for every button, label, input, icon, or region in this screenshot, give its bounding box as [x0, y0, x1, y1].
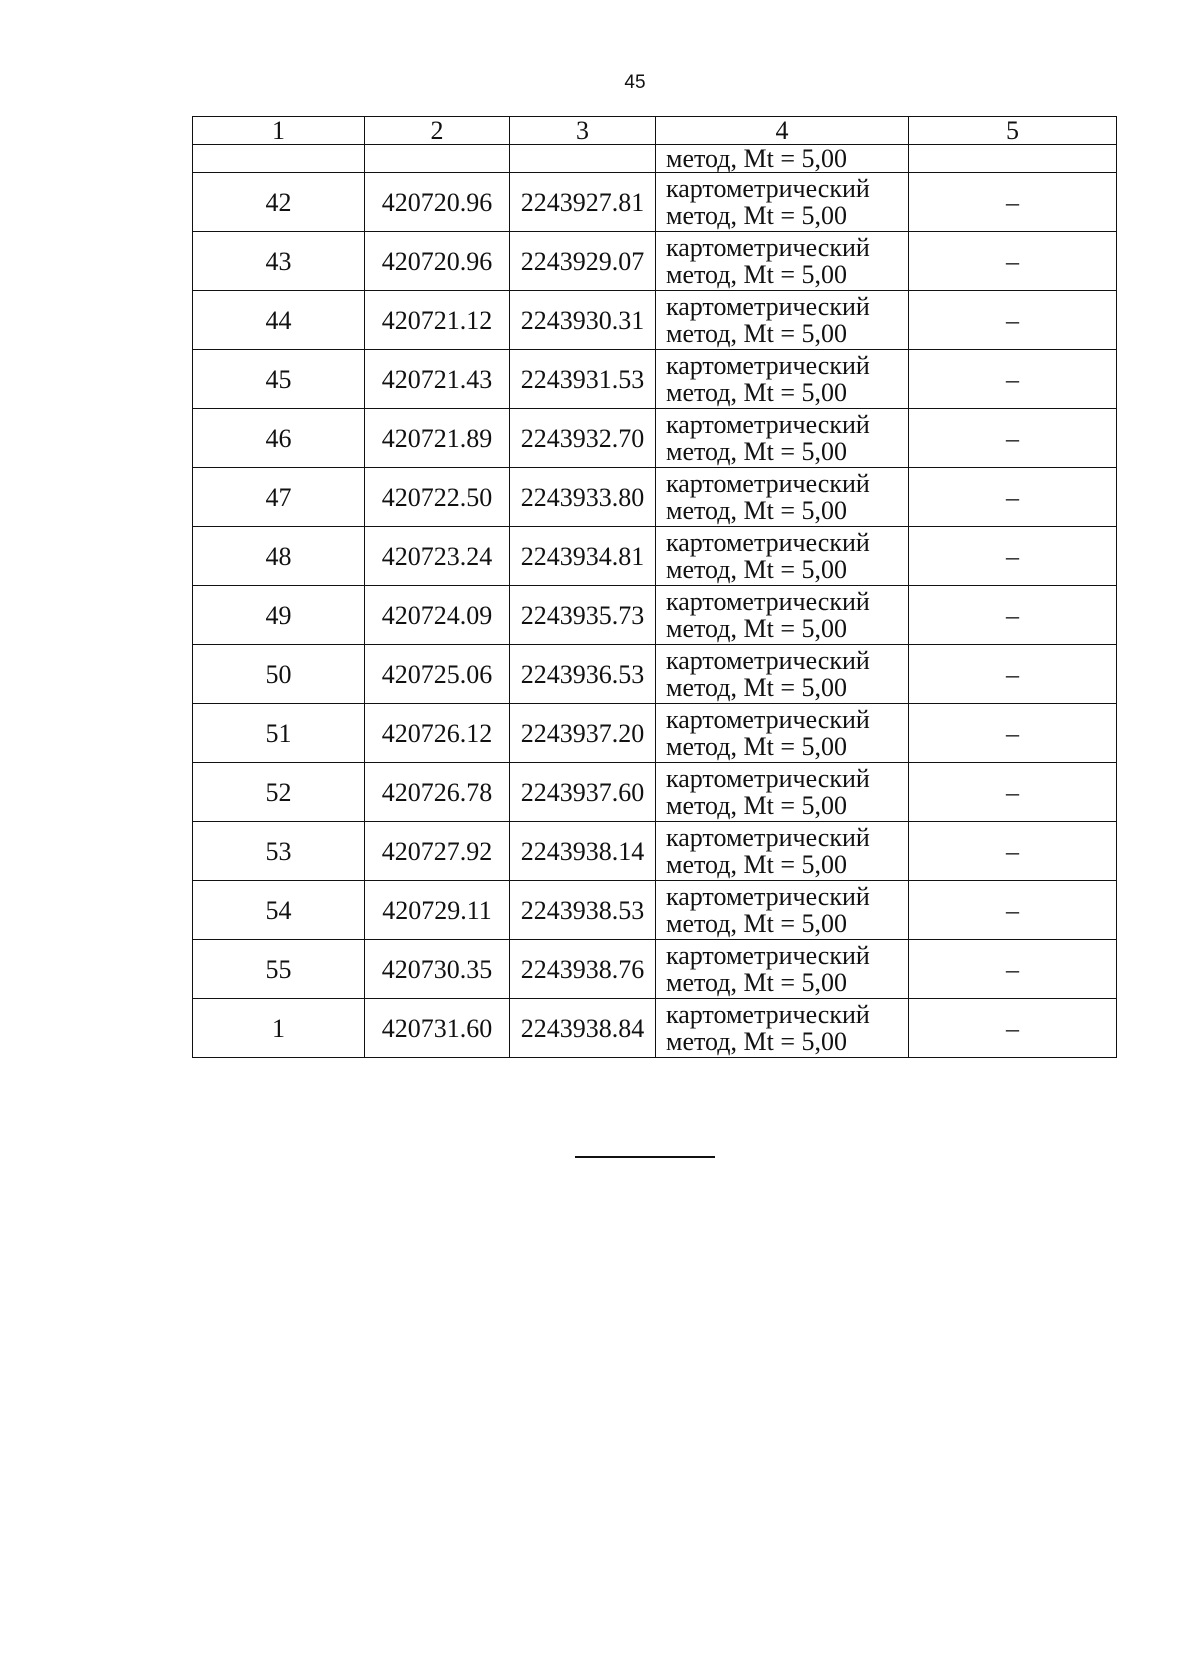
y-coordinate-cell: 2243931.53 [510, 350, 656, 409]
method-cell [656, 822, 909, 881]
method-line-2: метод, Mt = 5,00 [666, 732, 847, 761]
method-line-2: метод, Mt = 5,00 [666, 1027, 847, 1056]
method-line-2: метод, Mt = 5,00 [666, 673, 847, 702]
y-coordinate-cell: 2243933.80 [510, 468, 656, 527]
point-number-cell: 45 [193, 350, 365, 409]
description-cell: – [909, 527, 1117, 586]
method-line-2: метод, Mt = 5,00 [666, 437, 847, 466]
method-cell [656, 586, 909, 645]
method-cell [656, 763, 909, 822]
x-coordinate-cell: 420731.60 [365, 999, 510, 1058]
y-coordinate-cell: 2243938.14 [510, 822, 656, 881]
point-number-cell: 54 [193, 881, 365, 940]
method-line-2: метод, Mt = 5,00 [666, 496, 847, 525]
method-line-1: картометрический [666, 941, 870, 970]
y-coordinate-cell: 2243937.20 [510, 704, 656, 763]
continuation-cell-x [365, 145, 510, 173]
continuation-row [193, 145, 1117, 173]
x-coordinate-cell: 420721.12 [365, 291, 510, 350]
x-coordinate-cell: 420724.09 [365, 586, 510, 645]
method-line-2: метод, Mt = 5,00 [666, 850, 847, 879]
table-row [193, 645, 1117, 704]
x-coordinate-cell: 420720.96 [365, 232, 510, 291]
method-cell [656, 291, 909, 350]
method-cell [656, 527, 909, 586]
point-number-cell: 55 [193, 940, 365, 999]
method-line-1: картометрический [666, 233, 870, 262]
table-header-row [193, 117, 1117, 145]
description-cell: – [909, 822, 1117, 881]
header-cell-5: 5 [909, 117, 1117, 145]
method-line-1: картометрический [666, 646, 870, 675]
header-cell-1: 1 [193, 117, 365, 145]
table-row [193, 881, 1117, 940]
point-number-cell: 52 [193, 763, 365, 822]
method-cell [656, 468, 909, 527]
table-row [193, 586, 1117, 645]
method-line-1: картометрический [666, 882, 870, 911]
y-coordinate-cell: 2243927.81 [510, 173, 656, 232]
point-number-cell: 1 [193, 999, 365, 1058]
point-number-cell: 47 [193, 468, 365, 527]
method-cell [656, 173, 909, 232]
method-line-1: картометрический [666, 174, 870, 203]
method-line-2: метод, Mt = 5,00 [666, 968, 847, 997]
table-body [193, 117, 1117, 1058]
description-cell: – [909, 232, 1117, 291]
y-coordinate-cell: 2243937.60 [510, 763, 656, 822]
x-coordinate-cell: 420726.12 [365, 704, 510, 763]
method-line-1: картометрический [666, 705, 870, 734]
header-cell-4: 4 [656, 117, 909, 145]
description-cell: – [909, 704, 1117, 763]
description-cell: – [909, 350, 1117, 409]
x-coordinate-cell: 420730.35 [365, 940, 510, 999]
x-coordinate-cell: 420725.06 [365, 645, 510, 704]
method-line-1: картометрический [666, 823, 870, 852]
method-line-1: картометрический [666, 410, 870, 439]
point-number-cell: 46 [193, 409, 365, 468]
continuation-cell-method: метод, Mt = 5,00 [656, 145, 909, 173]
y-coordinate-cell: 2243935.73 [510, 586, 656, 645]
method-cell [656, 409, 909, 468]
method-cell [656, 232, 909, 291]
description-cell: – [909, 940, 1117, 999]
method-line-2: метод, Mt = 5,00 [666, 909, 847, 938]
coordinates-table [192, 116, 1117, 1058]
point-number-cell: 42 [193, 173, 365, 232]
continuation-cell-y [510, 145, 656, 173]
description-cell: – [909, 763, 1117, 822]
method-line-2: метод, Mt = 5,00 [666, 378, 847, 407]
table-row [193, 232, 1117, 291]
x-coordinate-cell: 420721.43 [365, 350, 510, 409]
table-row [193, 763, 1117, 822]
method-cell [656, 704, 909, 763]
method-line-2: метод, Mt = 5,00 [666, 614, 847, 643]
method-line-1: картометрический [666, 469, 870, 498]
table-row [193, 350, 1117, 409]
table-row [193, 409, 1117, 468]
header-cell-2: 2 [365, 117, 510, 145]
table-row [193, 822, 1117, 881]
x-coordinate-cell: 420721.89 [365, 409, 510, 468]
method-cell [656, 645, 909, 704]
y-coordinate-cell: 2243938.53 [510, 881, 656, 940]
method-cell [656, 999, 909, 1058]
table-row [193, 291, 1117, 350]
point-number-cell: 50 [193, 645, 365, 704]
x-coordinate-cell: 420729.11 [365, 881, 510, 940]
point-number-cell: 44 [193, 291, 365, 350]
description-cell: – [909, 881, 1117, 940]
x-coordinate-cell: 420720.96 [365, 173, 510, 232]
description-cell: – [909, 999, 1117, 1058]
description-cell: – [909, 468, 1117, 527]
x-coordinate-cell: 420727.92 [365, 822, 510, 881]
table-row [193, 527, 1117, 586]
method-line-1: картометрический [666, 764, 870, 793]
x-coordinate-cell: 420726.78 [365, 763, 510, 822]
method-line-1: картометрический [666, 292, 870, 321]
point-number-cell: 43 [193, 232, 365, 291]
y-coordinate-cell: 2243938.76 [510, 940, 656, 999]
page-number: 45 [624, 72, 646, 93]
method-line-2: метод, Mt = 5,00 [666, 319, 847, 348]
y-coordinate-cell: 2243938.84 [510, 999, 656, 1058]
end-divider-line [575, 1156, 715, 1158]
method-cell [656, 881, 909, 940]
table-row [193, 999, 1117, 1058]
y-coordinate-cell: 2243936.53 [510, 645, 656, 704]
point-number-cell: 51 [193, 704, 365, 763]
x-coordinate-cell: 420722.50 [365, 468, 510, 527]
continuation-cell-desc [909, 145, 1117, 173]
method-cell [656, 940, 909, 999]
method-line-1: картометрический [666, 351, 870, 380]
point-number-cell: 49 [193, 586, 365, 645]
table-row [193, 173, 1117, 232]
method-line-1: картометрический [666, 528, 870, 557]
method-line-2: метод, Mt = 5,00 [666, 791, 847, 820]
y-coordinate-cell: 2243932.70 [510, 409, 656, 468]
y-coordinate-cell: 2243934.81 [510, 527, 656, 586]
y-coordinate-cell: 2243929.07 [510, 232, 656, 291]
header-cell-3: 3 [510, 117, 656, 145]
point-number-cell: 48 [193, 527, 365, 586]
method-line-2: метод, Mt = 5,00 [666, 260, 847, 289]
description-cell: – [909, 409, 1117, 468]
description-cell: – [909, 645, 1117, 704]
point-number-cell: 53 [193, 822, 365, 881]
x-coordinate-cell: 420723.24 [365, 527, 510, 586]
table-row [193, 940, 1117, 999]
method-line-2: метод, Mt = 5,00 [666, 555, 847, 584]
method-line-2: метод, Mt = 5,00 [666, 201, 847, 230]
description-cell: – [909, 586, 1117, 645]
table-row [193, 704, 1117, 763]
y-coordinate-cell: 2243930.31 [510, 291, 656, 350]
method-line-1: картометрический [666, 1000, 870, 1029]
description-cell: – [909, 291, 1117, 350]
description-cell: – [909, 173, 1117, 232]
continuation-cell-point [193, 145, 365, 173]
method-cell [656, 350, 909, 409]
method-line-1: картометрический [666, 587, 870, 616]
table-row [193, 468, 1117, 527]
